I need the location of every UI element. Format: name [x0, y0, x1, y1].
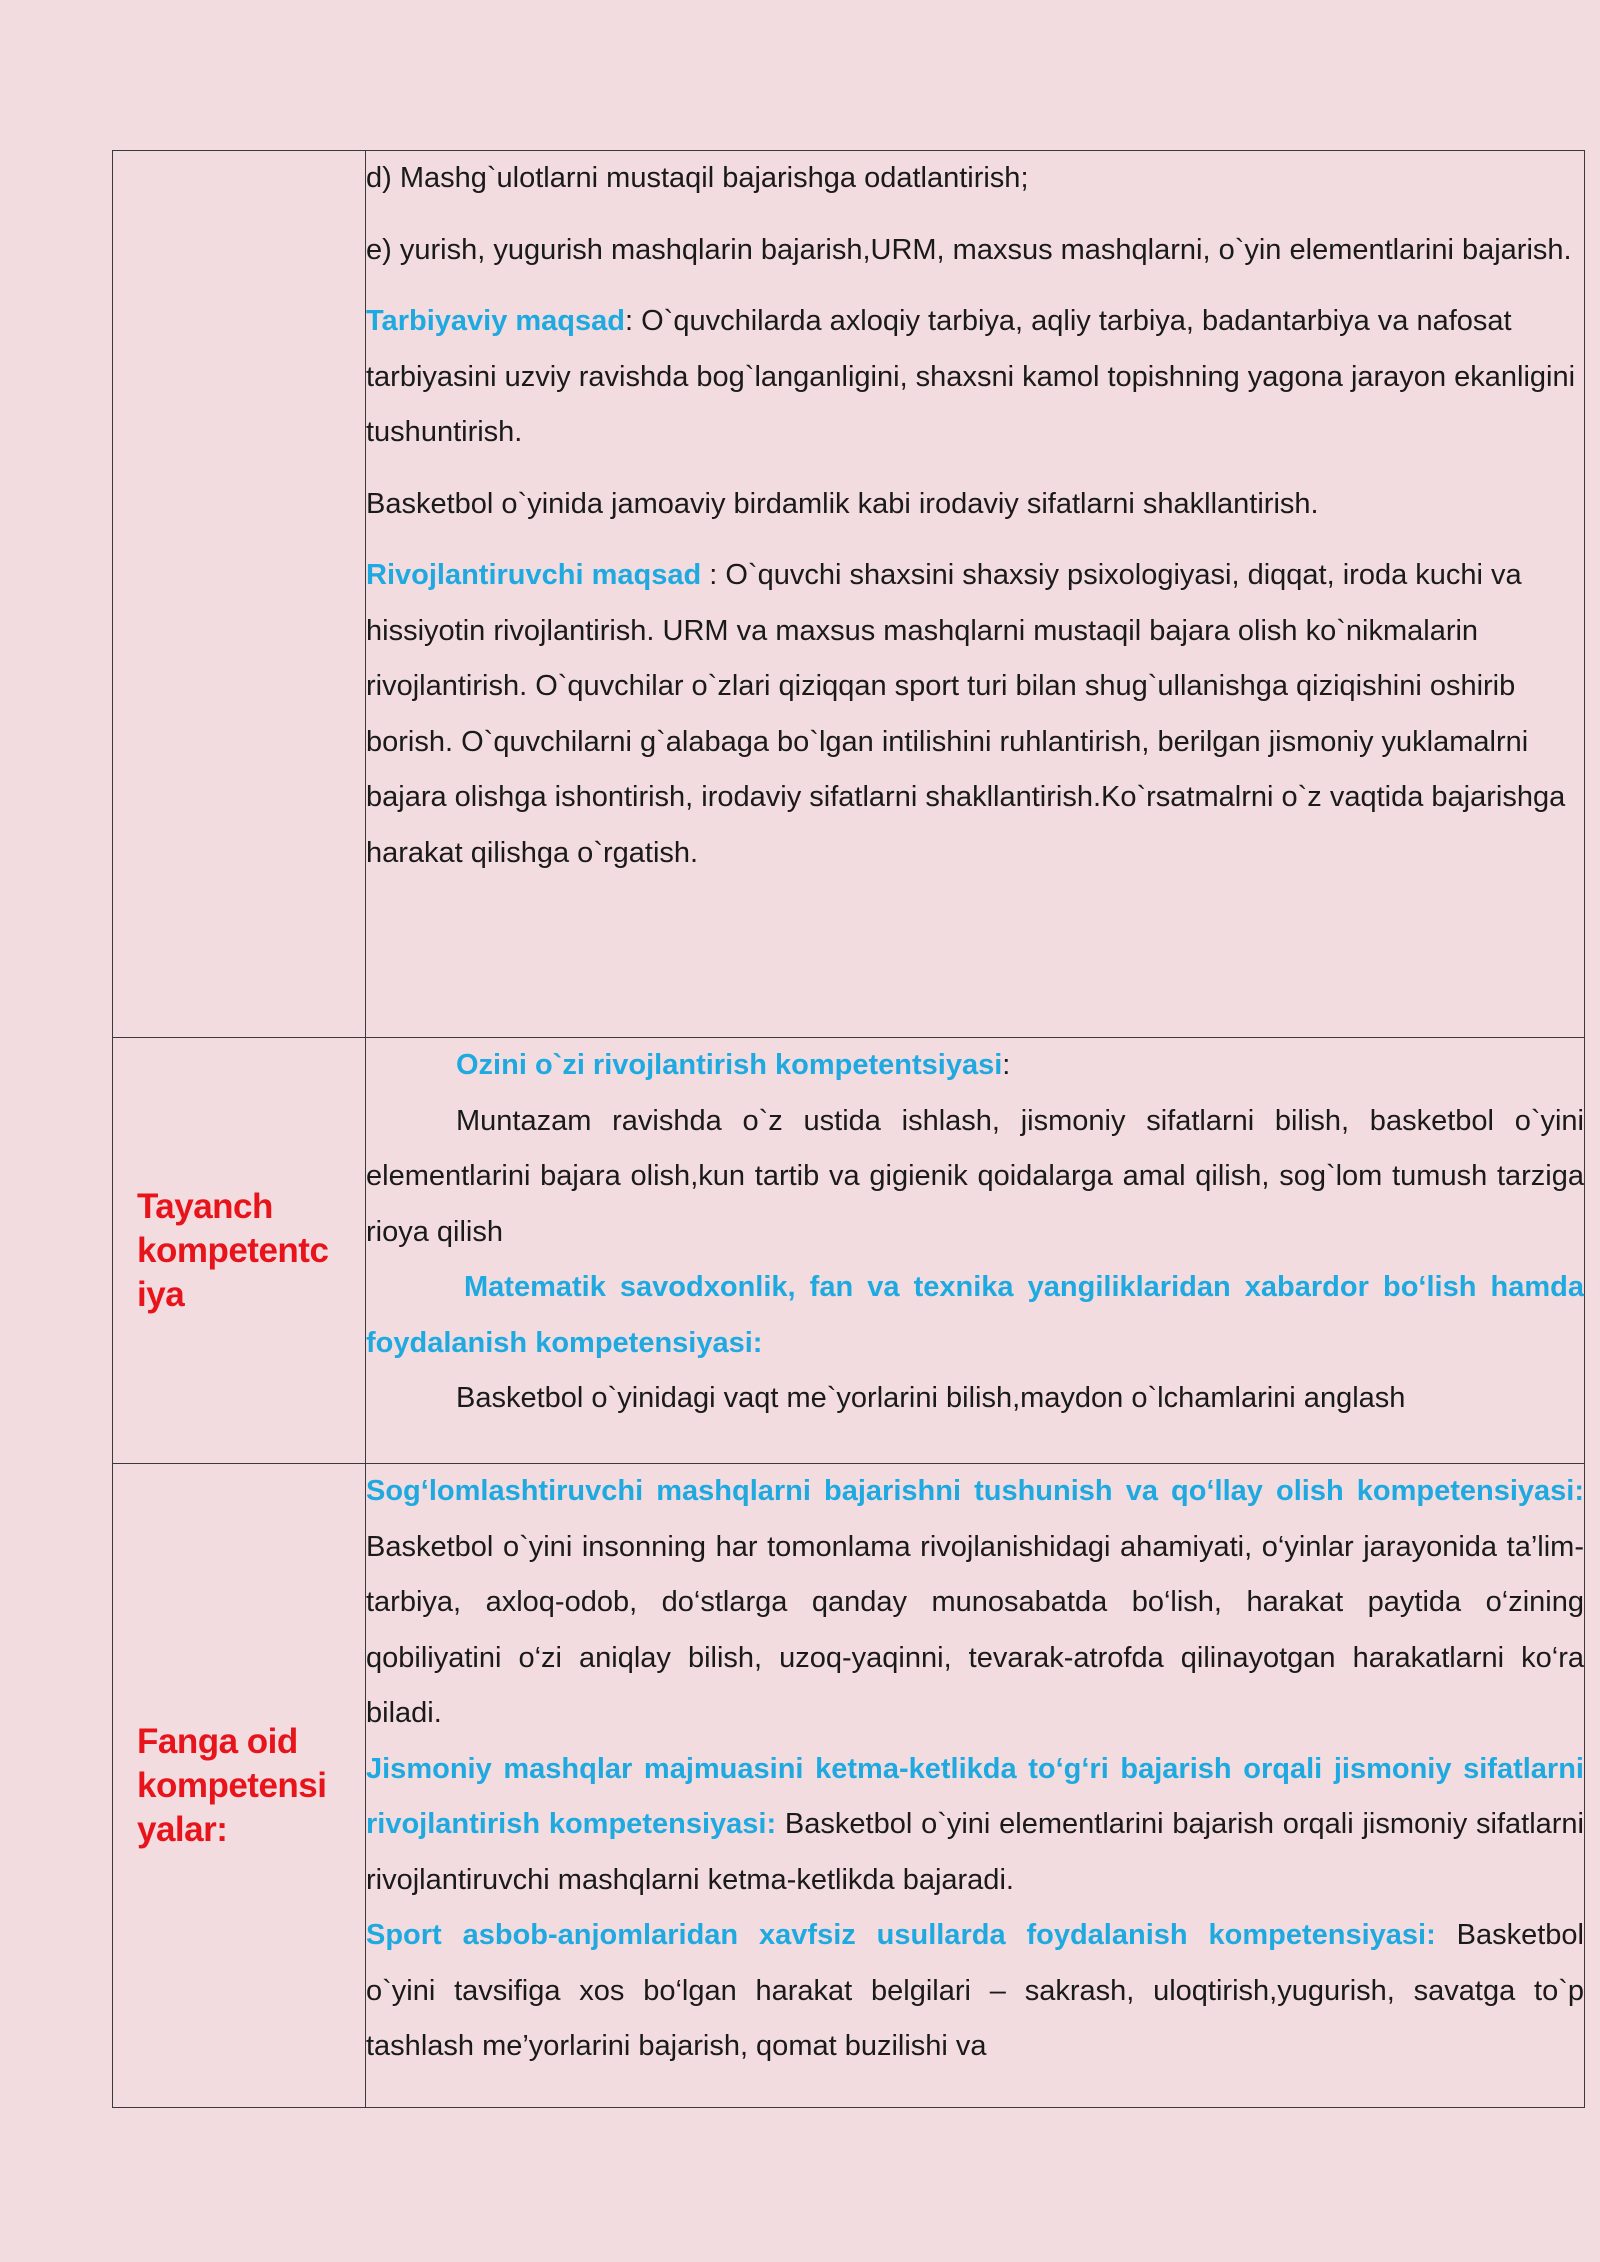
fanga-paragraph-1	[366, 1464, 1584, 1742]
fanga-text-1: Basketbol o`yini insonning har tomonlama rivojlanishidagi ahamiyati, o‘yinlar jarayonida ta’lim-tarbiya, axloq-odob, do‘stlarga qanday munosabatda bo‘lish, harakat paytida o‘zining qobiliyatini o‘zi aniqlay bilish, uzoq-yaqinni, tevarak-atrofda qilinayotgan harakatlarni ko‘ra biladi.	[366, 1530, 1584, 1729]
tayanch-text-2: Basketbol o`yinidagi vaqt me`yorlarini bilish,maydon o`lchamlarini anglash	[456, 1382, 1406, 1414]
goals-cell	[366, 151, 1585, 1038]
table-row	[113, 1464, 1585, 2108]
tayanch-content-cell	[366, 1038, 1585, 1464]
item-d: d) Mashg`ulotlarni mustaqil bajarishga odatlantirish;	[366, 162, 1029, 194]
fanga-paragraph-2	[366, 1742, 1584, 1909]
fanga-label-cell	[113, 1464, 366, 2108]
tayanch-heading-1-line	[366, 1038, 1584, 1094]
rivoj-heading: Rivojlantiruvchi maqsad	[366, 559, 702, 591]
table-row	[113, 151, 1585, 1038]
fanga-heading-3: Sport asbob-anjomlaridan xavfsiz usullarda foydalanish kompetensiyasi:	[366, 1919, 1436, 1951]
tayanch-heading-2: Matematik savodxonlik, fan va texnika yangiliklaridan xabardor bo‘lish hamda foydalanish kompetensiyasi:	[366, 1271, 1584, 1359]
tarbiyaviy-paragraph	[366, 294, 1584, 461]
tarbiyaviy-text: : O`quvchilarda axloqiy tarbiya, aqliy tarbiya, badantarbiya va nafosat tarbiyasini uzviy ravishda bog`langanligini, shaxsni kamol topishning yagona jarayon ekanligini tushuntirish.	[366, 305, 1576, 448]
tarbiyaviy-heading: Tarbiyaviy maqsad	[366, 305, 625, 337]
fanga-heading-1: Sog‘lomlashtiruvchi mashqlarni bajarishni tushunish va qo‘llay olish kompetensiyasi:	[366, 1475, 1584, 1507]
tayanch-text-1: Muntazam ravishda o`z ustida ishlash, jismoniy sifatlarni bilish, basketbol o`yini elementlarini bajara olish,kun tartib va gigienik qoidalarga amal qilish, sog`lom tumush tarziga rioya qilish	[366, 1104, 1584, 1248]
fanga-text-2: Basketbol o`yini elementlarini bajarish orqali jismoniy sifatlarni rivojlantiruvchi mashqlarni ketma-ketlikda bajaradi.	[366, 1808, 1585, 1896]
fanga-text-3: Basketbol o`yini tavsifiga xos bo‘lgan harakat belgilari – sakrash, uloqtirish,yugurish, savatga to`p tashlash me’yorlarini bajarish, qomat buzilishi va	[366, 1919, 1584, 2062]
competency-table	[112, 150, 1585, 2108]
basketbol-paragraph: Basketbol o`yinida jamoaviy birdamlik kabi irodaviy sifatlarni shakllantirish.	[366, 487, 1319, 520]
fanga-content-cell	[366, 1464, 1585, 2108]
empty-label-cell	[113, 151, 366, 1038]
tayanch-label: Tayanch kompetentc iya	[137, 1186, 329, 1314]
tayanch-heading-1-colon: :	[1002, 1049, 1011, 1081]
tayanch-label-cell	[113, 1038, 366, 1464]
rivoj-paragraph	[366, 548, 1584, 881]
table-row	[113, 1038, 1585, 1464]
fanga-heading-2: Jismoniy mashqlar majmuasini ketma-ketlikda to‘g‘ri bajarish orqali jismoniy sifatlarni rivojlantirish kompetensiyasi:	[366, 1752, 1584, 1840]
tayanch-heading-1: Ozini o`zi rivojlantirish kompetentsiyasi	[456, 1049, 1003, 1081]
rivoj-text: : O`quvchi shaxsini shaxsiy psixologiyasi, diqqat, iroda kuchi va hissiyotin rivojlantirish. URM va maxsus mashqlarni mustaqil bajara olish ko`nikmalarin rivojlantirish. O`quvchilar o`zlari qiziqqan sport turi bilan shug`ullanishga qiziqishini oshirib borish. O`quvchilarni g`alabaga bo`lgan intilishini ruhlantirish, berilgan jismoniy yuklamalrni bajara olishga ishontirish, irodaviy sifatlarni shakllantirish.Ko`rsatmalrni o`z vaqtida bajarishga harakat qilishga o`rgatish.	[366, 559, 1566, 869]
fanga-paragraph-3	[366, 1908, 1584, 2075]
item-e: e) yurish, yugurish mashqlarin bajarish,URM, maxsus mashqlarni, o`yin elementlarini bajarish.	[366, 233, 1572, 266]
fanga-label: Fanga oid kompetensi yalar:	[137, 1721, 327, 1849]
